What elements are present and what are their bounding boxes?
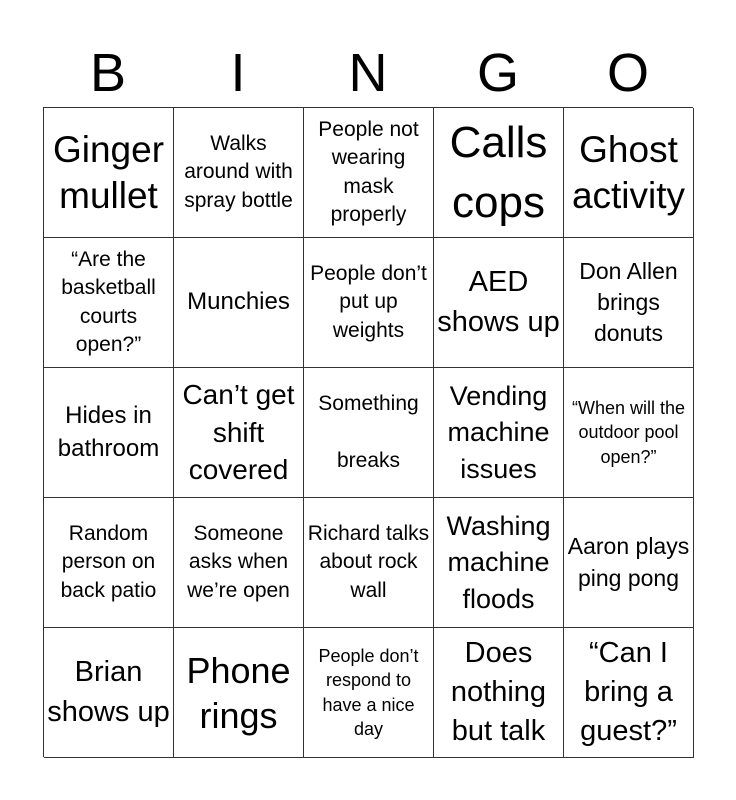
cell-text: Walks around with spray bottle [184,131,293,212]
bingo-cell-r2c2[interactable] [174,238,304,368]
bingo-cell-r2c4[interactable] [434,238,564,368]
bingo-card [43,107,693,757]
cell-text: Something breaks [318,391,419,472]
bingo-cell-r2c5[interactable] [564,238,694,368]
cell-text: Washing machine floods [446,510,551,614]
cell-text: Ghost activity [571,129,686,216]
header-letter-b: B [89,43,127,103]
cell-text: “When will the outdoor pool open?” [571,398,686,467]
bingo-cell-r5c5[interactable] [564,628,694,758]
bingo-cell-r1c2[interactable] [174,108,304,238]
bingo-cell-r1c1[interactable] [44,108,174,238]
header-letter-o: O [606,43,649,103]
bingo-cell-r4c1[interactable] [44,498,174,628]
cell-text: Can’t get shift covered [182,378,295,486]
header-letter-g: G [476,43,519,103]
cell-text: Vending machine issues [447,380,550,484]
cell-text: Calls cops [449,117,548,227]
cell-text: Random person on back patio [60,521,157,602]
cell-text: “Can I bring a guest?” [580,636,677,748]
bingo-cell-r4c3[interactable] [304,498,434,628]
bingo-cell-r3c5[interactable] [564,368,694,498]
header-letter-i: I [230,43,246,103]
bingo-cell-r4c5[interactable] [564,498,694,628]
cell-text: Someone asks when we’re open [187,521,290,602]
bingo-cell-r4c2[interactable] [174,498,304,628]
bingo-cell-r3c2[interactable] [174,368,304,498]
cell-text: Aaron plays ping pong [567,533,690,591]
bingo-cell-r5c3[interactable] [304,628,434,758]
cell-text: Don Allen brings donuts [579,257,678,347]
cell-text: Richard talks about rock wall [307,521,430,602]
cell-text: Ginger mullet [52,129,165,216]
bingo-cell-r2c3[interactable] [304,238,434,368]
bingo-cell-r2c1[interactable] [44,238,174,368]
bingo-cell-r1c3[interactable] [304,108,434,238]
header-letter-n: N [348,43,388,103]
cell-text: Munchies [187,288,290,316]
bingo-header [43,40,693,106]
bingo-cell-r1c5[interactable] [564,108,694,238]
cell-text: People don’t put up weights [310,261,427,342]
cell-text: Phone rings [186,649,291,736]
bingo-cell-r1c4[interactable] [434,108,564,238]
cell-text: People don’t respond to have a nice day [318,645,419,739]
cell-text: “Are the basketball courts open?” [61,247,156,356]
cell-text: Hides in bathroom [57,402,160,462]
bingo-cell-r5c2[interactable] [174,628,304,758]
cell-text: People not wearing mask properly [318,117,419,226]
cell-text: AED shows up [437,266,560,338]
cell-text: Does nothing but talk [450,636,547,748]
bingo-cell-r3c4[interactable] [434,368,564,498]
bingo-cell-r3c3[interactable] [304,368,434,498]
cell-text: Brian shows up [47,656,170,728]
bingo-cell-r5c4[interactable] [434,628,564,758]
bingo-cell-r3c1[interactable] [44,368,174,498]
bingo-cell-r5c1[interactable] [44,628,174,758]
bingo-cell-r4c4[interactable] [434,498,564,628]
